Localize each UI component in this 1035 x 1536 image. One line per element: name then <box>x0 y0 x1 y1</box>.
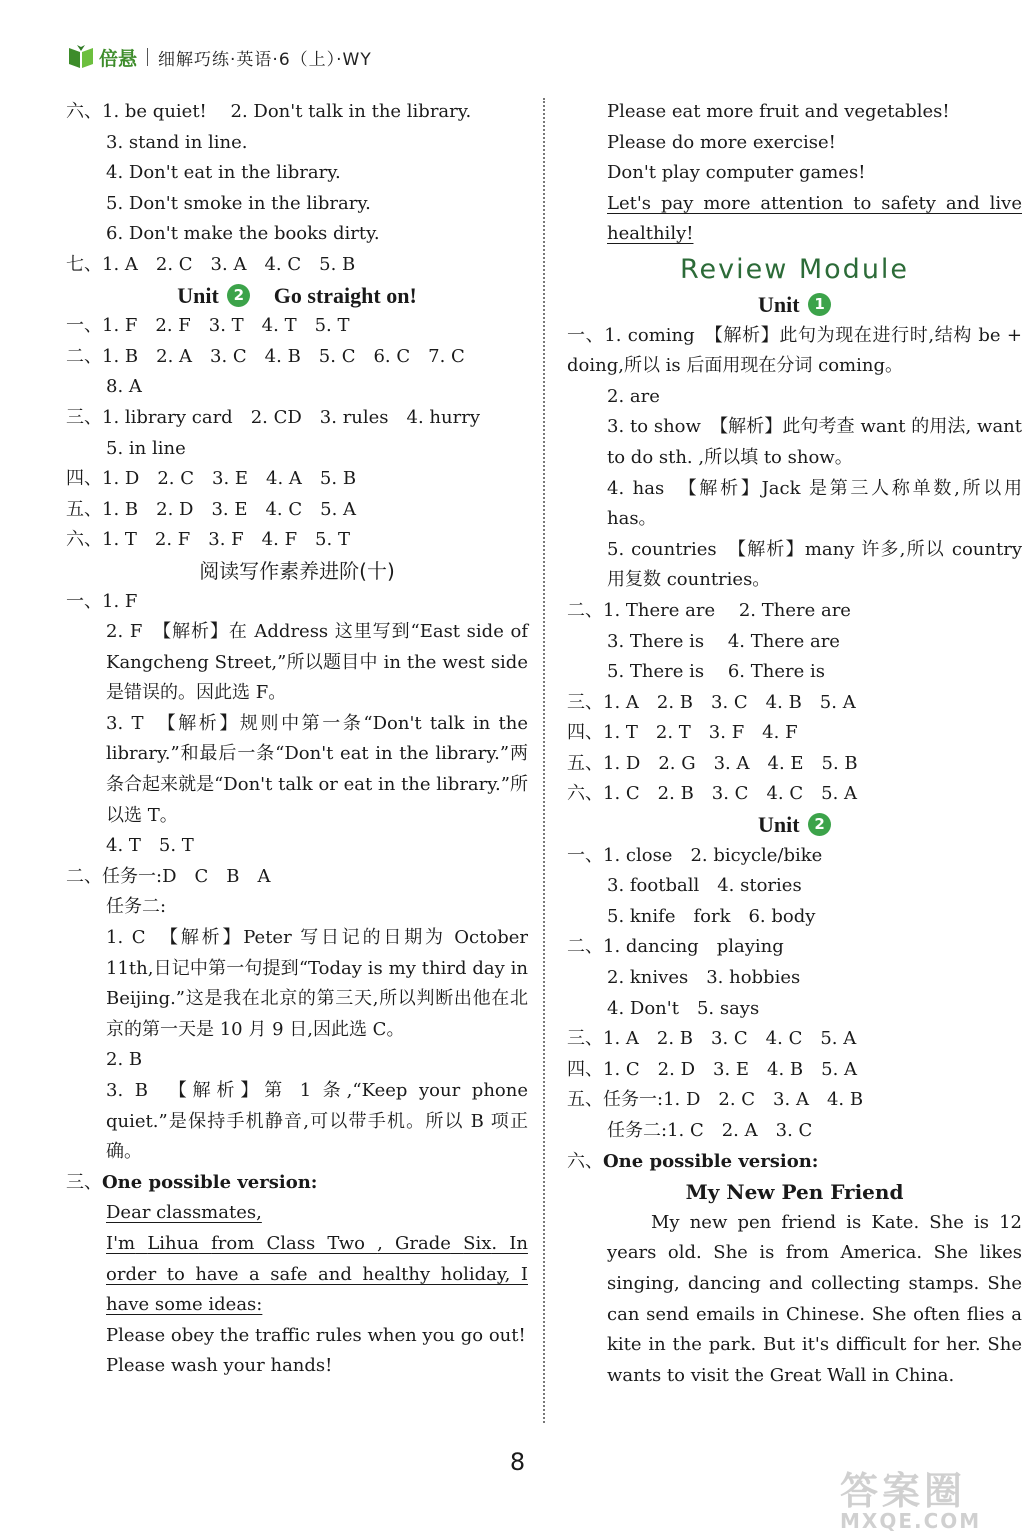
answer-line: 2. B <box>106 1049 143 1071</box>
section-marker: 三、 <box>66 1171 102 1193</box>
answer-line: 4. Don't 5. says <box>607 997 760 1019</box>
answer-line: 2. are <box>607 385 660 407</box>
letter-word: , Grade <box>377 1232 451 1254</box>
page-header <box>66 40 372 74</box>
answer-line <box>66 1168 528 1199</box>
book-logo-icon <box>66 42 96 72</box>
explanation-paragraph: 3. T 【解析】规则中第一条“Don't talk in the library.”和最后一条“Don't eat in the library.”两条合起来就是“Don't talk or eat in the library.”所以选 T。 <box>106 712 528 826</box>
book-title: 细解巧练·英语·6（上）·WY <box>158 49 372 70</box>
version-label: One possible version: <box>102 1171 318 1193</box>
answer-line: 四、1. D 2. C 3. E 4. A 5. B <box>66 468 357 490</box>
explanation-paragraph: 1. C 【解析】Peter 写日记的日期为 October 11th,日记中第一句提到“Today is my third day in Beijing.”这是我在北京的第三天,所以判断出他在北京的第一天是 10 月 9 日,因此选 C。 <box>106 927 528 1040</box>
essay-title: My New Pen Friend <box>685 1180 904 1205</box>
unit-heading <box>66 281 528 312</box>
explanation-paragraph: 4. has 【解析】Jack 是第三人称单数,所以用 has。 <box>607 477 1022 530</box>
answer-line: 3. stand in line. <box>106 131 248 153</box>
essay-body: My new pen friend is Kate. She is 12 years old. She is from America. She likes singing, dancing and collecting stamps. She can send emails in Chinese. She often flies a kite in the park. But it's difficult for her. She wants to visit the Great Wall in China. <box>607 1211 1022 1386</box>
letter-word: Lihua <box>147 1232 199 1254</box>
answer-line: 五、1. B 2. D 3. E 4. C 5. A <box>66 498 357 520</box>
page-number: 8 <box>509 1448 526 1476</box>
answer-line: 3. football 4. stories <box>607 875 802 897</box>
column-divider <box>543 98 545 1423</box>
site-watermark <box>840 1460 1030 1533</box>
answer-line: 5. Don't smoke in the library. <box>106 192 371 214</box>
answer-line: 2. knives 3. hobbies <box>607 967 801 989</box>
answer-line: 5. in line <box>106 437 186 459</box>
answer-line: 一、1. F 2. F 3. T 4. T 5. T <box>66 315 350 337</box>
answer-line: 三、1. A 2. B 3. C 4. C 5. A <box>567 1028 857 1050</box>
answer-line: 一、1. close 2. bicycle/bike <box>567 844 823 866</box>
unit-label: Unit <box>177 282 219 308</box>
unit-heading <box>567 290 1022 321</box>
watermark-text: 答案圈 <box>840 1469 967 1513</box>
answer-line: 五、任务一:1. D 2. C 3. A 4. B <box>567 1089 864 1111</box>
answer-line: 8. A <box>106 376 142 398</box>
answer-line: 4. T 5. T <box>106 835 194 857</box>
watermark-url: MXQE.COM <box>840 1509 982 1533</box>
brand-name: 倍悬 <box>99 47 138 70</box>
answer-line: 七、1. A 2. C 3. A 4. C 5. B <box>66 253 356 275</box>
letter-word: from Class Two <box>211 1232 365 1254</box>
version-label: One possible version: <box>603 1150 819 1172</box>
explanation-paragraph: 3. B 【解析】第 1 条,“Keep your phone quiet.”是保持手机静音,可以带手机。所以 B 项正确。 <box>106 1080 528 1163</box>
unit-label: Unit <box>757 812 800 838</box>
letter-closing: Let's pay more attention to safety and live healthily! <box>607 192 1022 245</box>
answer-line: 六、1. T 2. F 3. F 4. F 5. T <box>66 529 350 551</box>
answer-line: 三、1. library card 2. CD 3. rules 4. hurry <box>66 406 480 428</box>
answer-line <box>567 1147 1022 1178</box>
answer-line: 二、1. There are 2. There are <box>567 599 851 621</box>
unit-number-badge: 2 <box>227 284 250 307</box>
explanation-paragraph: 3. to show 【解析】此句考查 want 的用法, want to do sth. ,所以填 to show。 <box>607 416 1022 468</box>
answer-line: 任务二:1. C 2. A 3. C <box>607 1120 813 1141</box>
answer-line: 四、1. C 2. D 3. E 4. B 5. A <box>567 1058 858 1080</box>
letter-line: Please eat more fruit and vegetables! <box>607 101 950 122</box>
section-heading: 阅读写作素养进阶(十) <box>199 558 395 583</box>
answer-line: 4. Don't eat in the library. <box>106 162 341 184</box>
answer-line: 六、1. be quiet! 2. Don't talk in the library. <box>66 101 472 122</box>
unit-heading <box>567 810 1022 841</box>
answer-line: 五、1. D 2. G 3. A 4. E 5. B <box>567 752 858 774</box>
letter-line: Don't play computer games! <box>607 162 866 184</box>
section-marker: 六、 <box>567 1150 603 1172</box>
answer-line: 三、1. A 2. B 3. C 4. B 5. A <box>567 691 856 713</box>
letter-word: Six <box>463 1232 492 1254</box>
letter-word: . In order to have a safe and healthy holiday, I have some ideas: <box>106 1232 528 1316</box>
answer-line: 二、1. B 2. A 3. C 4. B 5. C 6. C 7. C <box>66 345 465 367</box>
letter-word: I'm <box>106 1232 136 1254</box>
unit-number-badge: 2 <box>808 813 831 836</box>
answer-line: 一、1. F <box>66 590 138 612</box>
left-column <box>66 97 528 1382</box>
letter-intro <box>106 1229 528 1321</box>
letter-line: Please wash your hands! <box>106 1355 333 1377</box>
unit-number-badge: 1 <box>808 293 831 316</box>
right-column <box>567 97 1022 1391</box>
answer-line: 5. There is 6. There is <box>607 661 825 683</box>
letter-greeting: Dear classmates, <box>106 1202 262 1224</box>
answer-line: 四、1. T 2. T 3. F 4. F <box>567 722 798 744</box>
answer-line: 任务二: <box>106 896 167 918</box>
header-separator <box>147 48 148 66</box>
explanation-paragraph: 一、1. coming 【解析】此句为现在进行时,结构 be + doing,所以 is 后面用现在分词 coming。 <box>567 324 1022 377</box>
letter-line: Please obey the traffic rules when you go out! <box>106 1324 526 1346</box>
review-module-heading: Review Module <box>679 253 910 285</box>
answer-line: 5. knife fork 6. body <box>607 905 816 927</box>
explanation-paragraph: 2. F 【解析】在 Address 这里写到“East side of Kangcheng Street,”所以题目中 in the west side 是错误的。因此选 F。 <box>106 621 528 704</box>
answer-line: 二、1. dancing playing <box>567 936 784 958</box>
answer-line: 二、任务一:D C B A <box>66 865 271 887</box>
explanation-paragraph: 5. countries 【解析】many 许多,所以 country 用复数 countries。 <box>607 538 1022 591</box>
unit-label: Unit <box>757 291 800 317</box>
answer-line: 六、1. C 2. B 3. C 4. C 5. A <box>567 783 858 805</box>
unit-title: Go straight on! <box>273 282 417 308</box>
answer-line: 3. There is 4. There are <box>607 630 840 652</box>
answer-line: 6. Don't make the books dirty. <box>106 223 380 245</box>
letter-line: Please do more exercise! <box>607 131 836 153</box>
